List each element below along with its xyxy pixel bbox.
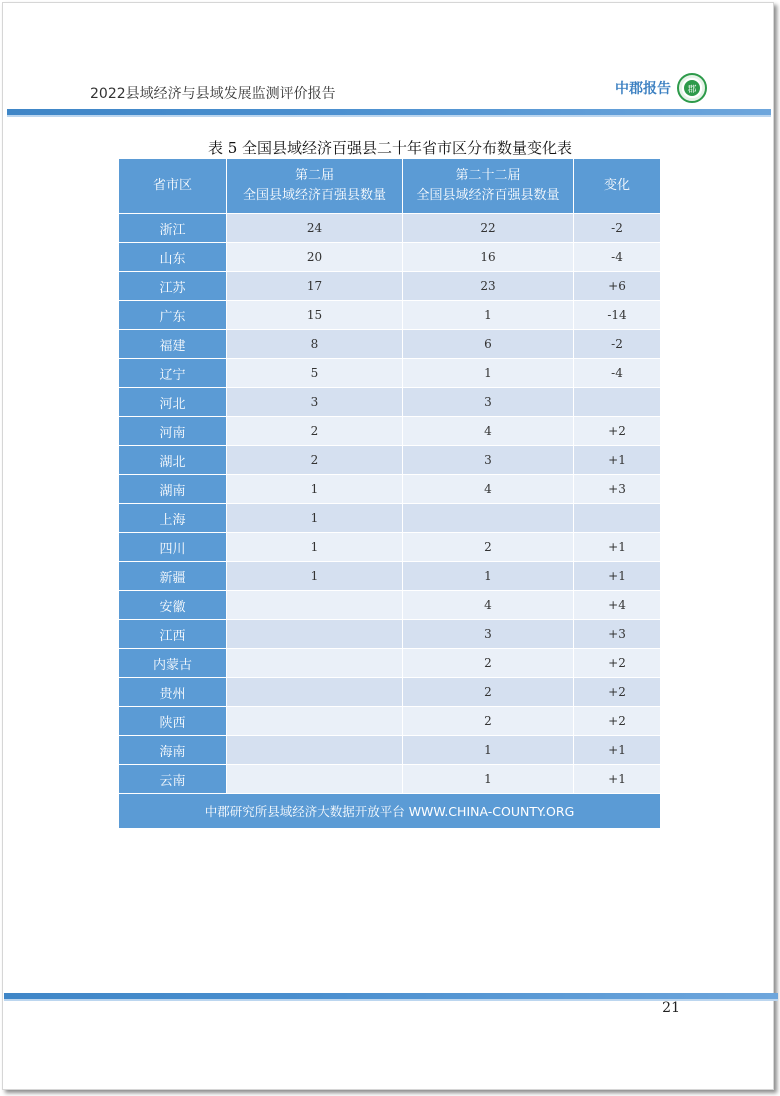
province-cell: 云南 [119, 765, 227, 794]
table-body [119, 214, 661, 794]
second-count-cell: 2 [227, 417, 403, 446]
province-cell: 浙江 [119, 214, 227, 243]
second-count-cell: 1 [227, 562, 403, 591]
twentysecond-count-cell: 4 [403, 475, 574, 504]
brand-name: 中郡报告 [615, 81, 671, 97]
province-cell: 湖南 [119, 475, 227, 504]
change-cell [574, 388, 661, 417]
column-header-second [227, 159, 403, 214]
change-cell: -4 [574, 243, 661, 272]
province-cell: 新疆 [119, 562, 227, 591]
table-row [119, 417, 661, 446]
table-row [119, 562, 661, 591]
second-count-cell [227, 591, 403, 620]
province-cell: 安徽 [119, 591, 227, 620]
province-cell: 陕西 [119, 707, 227, 736]
twentysecond-count-cell: 22 [403, 214, 574, 243]
twentysecond-count-cell: 3 [403, 620, 574, 649]
table-header-row [119, 159, 661, 214]
change-cell: +1 [574, 765, 661, 794]
change-cell: +1 [574, 562, 661, 591]
second-count-cell: 1 [227, 475, 403, 504]
change-cell: +3 [574, 475, 661, 504]
table-row [119, 765, 661, 794]
change-cell: +4 [574, 591, 661, 620]
twentysecond-count-cell [403, 504, 574, 533]
table-row [119, 214, 661, 243]
province-cell: 海南 [119, 736, 227, 765]
twentysecond-count-cell: 2 [403, 533, 574, 562]
twentysecond-count-cell: 2 [403, 649, 574, 678]
column-header-twentysecond [403, 159, 574, 214]
second-count-cell [227, 678, 403, 707]
change-cell: -14 [574, 301, 661, 330]
header-rule-light [7, 115, 771, 117]
province-cell: 辽宁 [119, 359, 227, 388]
second-count-cell: 15 [227, 301, 403, 330]
province-cell: 福建 [119, 330, 227, 359]
twentysecond-count-cell: 2 [403, 707, 574, 736]
twentysecond-count-cell: 1 [403, 301, 574, 330]
table-row [119, 678, 661, 707]
twentysecond-count-cell: 2 [403, 678, 574, 707]
province-cell: 河北 [119, 388, 227, 417]
second-count-cell [227, 707, 403, 736]
change-cell: +1 [574, 446, 661, 475]
column-header-second-line2: 全国县域经济百强县数量 [242, 188, 386, 203]
second-count-cell: 3 [227, 388, 403, 417]
province-cell: 江苏 [119, 272, 227, 301]
change-cell [574, 504, 661, 533]
table-row [119, 243, 661, 272]
table-row [119, 330, 661, 359]
table-title: 表 5 全国县域经济百强县二十年省市区分布数量变化表 [207, 139, 573, 157]
province-cell: 上海 [119, 504, 227, 533]
table-row [119, 388, 661, 417]
change-cell: +1 [574, 736, 661, 765]
twentysecond-count-cell: 16 [403, 243, 574, 272]
report-title: 2022县域经济与县域发展监测评价报告 [90, 86, 336, 102]
column-header-twentysecond-line1: 第二十二届 [455, 168, 521, 183]
second-count-cell: 1 [227, 533, 403, 562]
table-footer-source: 中郡研究所县域经济大数据开放平台 WWW.CHINA-COUNTY.ORG [119, 794, 661, 829]
table-row [119, 446, 661, 475]
twentysecond-count-cell: 4 [403, 591, 574, 620]
province-cell: 湖北 [119, 446, 227, 475]
change-cell: +6 [574, 272, 661, 301]
change-cell: +3 [574, 620, 661, 649]
twentysecond-count-cell: 1 [403, 736, 574, 765]
province-cell: 江西 [119, 620, 227, 649]
change-cell: -4 [574, 359, 661, 388]
change-cell: +2 [574, 649, 661, 678]
twentysecond-count-cell: 6 [403, 330, 574, 359]
distribution-table [118, 158, 661, 829]
brand-logo-text: 郡 [684, 80, 700, 96]
second-count-cell [227, 736, 403, 765]
province-cell: 山东 [119, 243, 227, 272]
table-row [119, 736, 661, 765]
province-cell: 广东 [119, 301, 227, 330]
second-count-cell: 17 [227, 272, 403, 301]
table-row [119, 301, 661, 330]
table-row [119, 707, 661, 736]
twentysecond-count-cell: 3 [403, 388, 574, 417]
second-count-cell: 20 [227, 243, 403, 272]
table-row [119, 649, 661, 678]
table-row [119, 591, 661, 620]
brand [615, 73, 707, 103]
change-cell: -2 [574, 214, 661, 243]
change-cell: +2 [574, 417, 661, 446]
second-count-cell [227, 765, 403, 794]
change-cell: +1 [574, 533, 661, 562]
table-row [119, 533, 661, 562]
column-header-twentysecond-line2: 全国县域经济百强县数量 [416, 188, 560, 203]
twentysecond-count-cell: 23 [403, 272, 574, 301]
table-footer-row [119, 794, 661, 829]
second-count-cell: 1 [227, 504, 403, 533]
province-cell: 河南 [119, 417, 227, 446]
twentysecond-count-cell: 1 [403, 765, 574, 794]
change-cell: +2 [574, 707, 661, 736]
second-count-cell [227, 649, 403, 678]
twentysecond-count-cell: 1 [403, 359, 574, 388]
column-header-province: 省市区 [119, 159, 227, 214]
table-row [119, 504, 661, 533]
brand-logo-icon [677, 73, 707, 103]
second-count-cell: 2 [227, 446, 403, 475]
twentysecond-count-cell: 1 [403, 562, 574, 591]
table-row [119, 620, 661, 649]
page-number: 21 [662, 1000, 680, 1016]
province-cell: 内蒙古 [119, 649, 227, 678]
table-row [119, 475, 661, 504]
second-count-cell: 8 [227, 330, 403, 359]
twentysecond-count-cell: 3 [403, 446, 574, 475]
table-row [119, 359, 661, 388]
second-count-cell: 5 [227, 359, 403, 388]
province-cell: 四川 [119, 533, 227, 562]
twentysecond-count-cell: 4 [403, 417, 574, 446]
province-cell: 贵州 [119, 678, 227, 707]
table-row [119, 272, 661, 301]
second-count-cell [227, 620, 403, 649]
change-cell: +2 [574, 678, 661, 707]
column-header-second-line1: 第二届 [294, 168, 334, 183]
column-header-change: 变化 [574, 159, 661, 214]
change-cell: -2 [574, 330, 661, 359]
second-count-cell: 24 [227, 214, 403, 243]
